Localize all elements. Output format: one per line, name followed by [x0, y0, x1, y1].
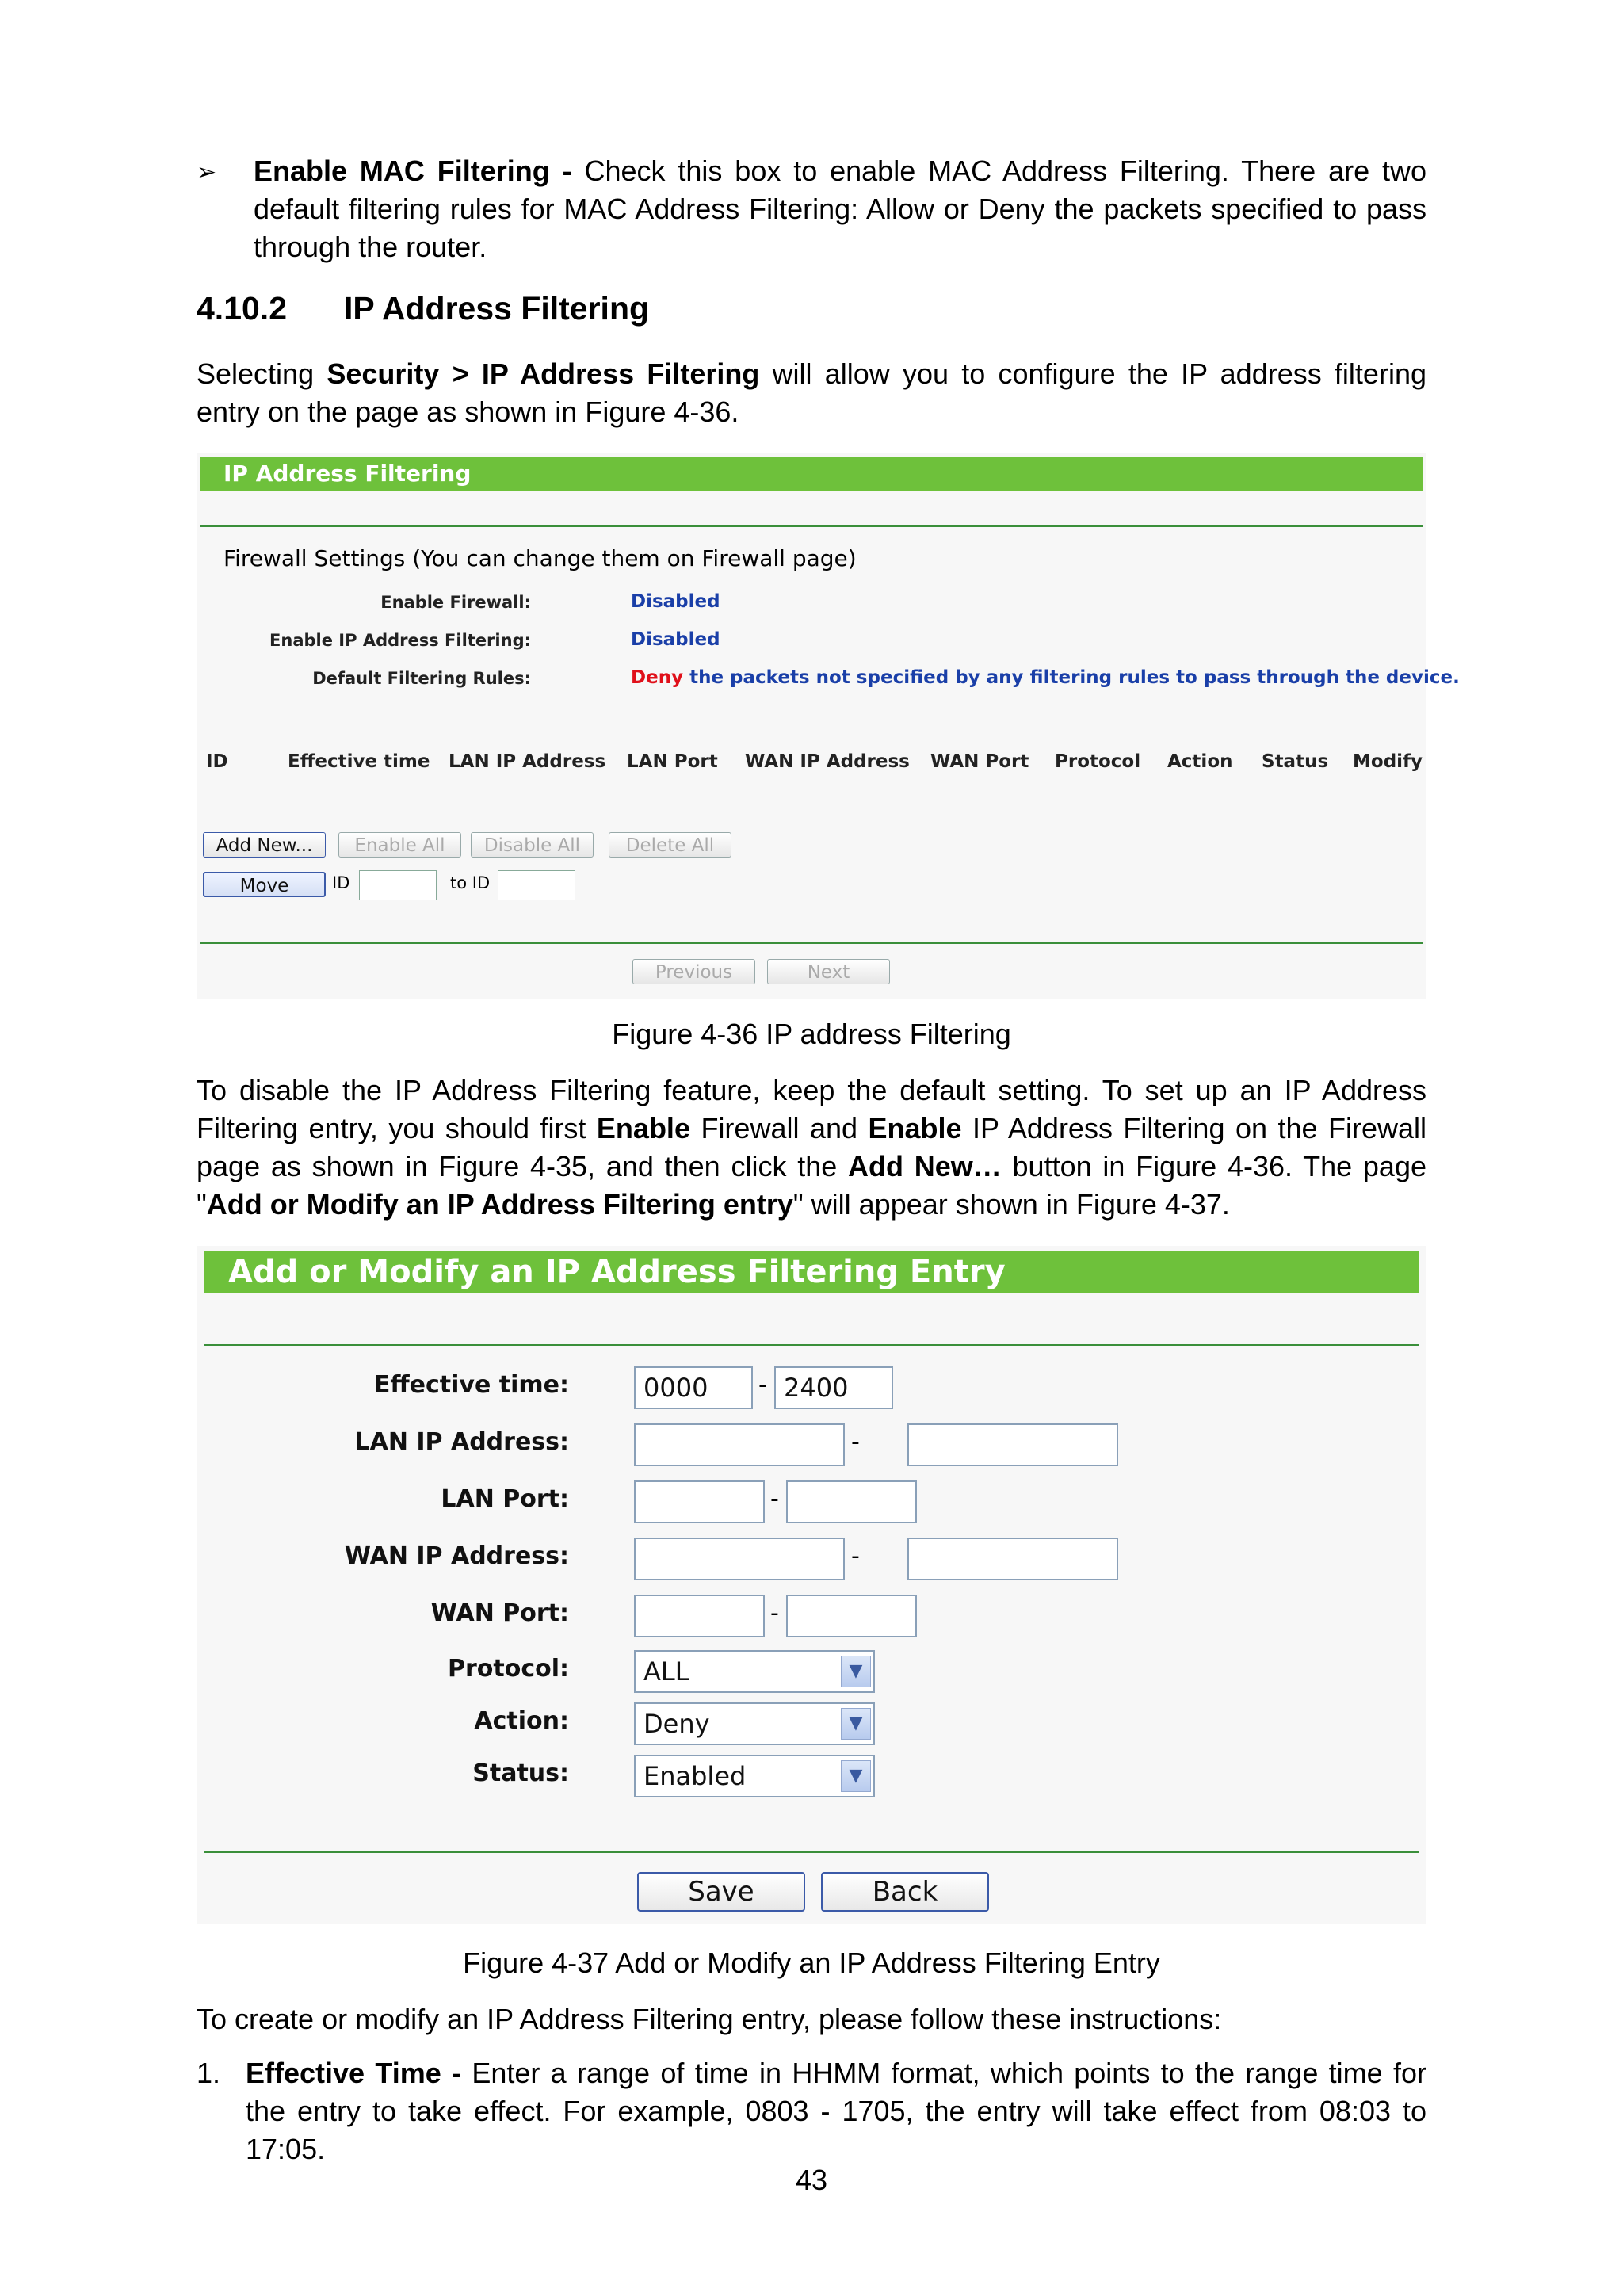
save-button[interactable]: Save: [637, 1872, 805, 1912]
lan-port-start-input[interactable]: [634, 1480, 765, 1523]
next-button[interactable]: Next: [767, 959, 890, 984]
figure-4-36-caption: Figure 4-36 IP address Filtering: [612, 1018, 1011, 1050]
status-select[interactable]: [634, 1755, 875, 1797]
bullet-arrow-icon: ➢: [197, 159, 217, 185]
enable-firewall-label: Enable Firewall:: [380, 593, 531, 612]
action-label: Action:: [474, 1707, 569, 1735]
fig2-divider-top: [204, 1344, 1419, 1346]
default-rules-text: the packets not specified by any filtering rules to pass through the device.: [683, 667, 1460, 688]
wan-port-start-input[interactable]: [634, 1595, 765, 1637]
col-lan-ip-address: LAN IP Address: [449, 751, 606, 772]
fig2-title-bar: Add or Modify an IP Address Filtering Entry: [204, 1251, 1419, 1293]
enable-all-button[interactable]: Enable All: [338, 832, 461, 858]
para3-text-d: IP Address Filtering on the Firewall page as shown in Figure 4-35, and then click the: [197, 1112, 1427, 1182]
chevron-down-icon[interactable]: ▼: [841, 1760, 871, 1792]
protocol-label: Protocol:: [447, 1655, 569, 1683]
wan-ip-start-input[interactable]: [634, 1538, 845, 1580]
protocol-select[interactable]: [634, 1650, 875, 1693]
para3-text-e: button in Figure 4-36. The page ": [197, 1150, 1426, 1221]
instructions-intro: To create or modify an IP Address Filtering entry, please follow these instructions:: [197, 2003, 1222, 2035]
move-button[interactable]: Move: [203, 872, 326, 897]
protocol-selected-value: ALL: [643, 1656, 689, 1687]
section-heading: [197, 290, 649, 327]
col-action: Action: [1167, 751, 1233, 772]
enable-ip-filtering-label: Enable IP Address Filtering:: [269, 631, 531, 650]
col-status: Status: [1262, 751, 1329, 772]
move-to-id-input[interactable]: [498, 870, 575, 900]
default-filtering-rules-label: Default Filtering Rules:: [312, 669, 531, 688]
add-new-button[interactable]: Add New...: [203, 832, 326, 858]
enable-ip-filtering-value: Disabled: [631, 629, 720, 650]
effective-time-end-input[interactable]: 2400: [774, 1366, 893, 1409]
firewall-settings-heading: Firewall Settings (You can change them on Firewall page): [223, 545, 857, 571]
col-wan-ip-address: WAN IP Address: [745, 751, 910, 772]
delete-all-button[interactable]: Delete All: [609, 832, 731, 858]
lan-ip-end-input[interactable]: [907, 1423, 1118, 1466]
section-title: IP Address Filtering: [344, 290, 650, 327]
para3-enable-1: Enable: [596, 1112, 690, 1144]
section-number: 4.10.2: [197, 290, 287, 327]
fig1-divider-bottom: [200, 942, 1423, 944]
fig1-title-bar: IP Address Filtering: [200, 457, 1423, 491]
deny-keyword: Deny: [631, 667, 684, 688]
chevron-down-icon[interactable]: ▼: [841, 1656, 871, 1687]
para3-text-a: To disable the IP Address Filtering feature, keep the default setting. To set up an IP Address Filtering entry, you should first: [197, 1074, 1426, 1144]
move-from-id-input[interactable]: [359, 870, 437, 900]
col-id: ID: [206, 751, 228, 772]
fig1-divider-top: [200, 525, 1423, 527]
back-button[interactable]: Back: [821, 1872, 989, 1912]
previous-button[interactable]: Previous: [632, 959, 755, 984]
col-protocol: Protocol: [1055, 751, 1141, 772]
wan-port-end-input[interactable]: [786, 1595, 917, 1637]
intro-text-a: Selecting: [197, 357, 327, 390]
move-id-label: ID: [332, 873, 350, 892]
mac-filtering-paragraph: [254, 152, 1426, 266]
intro-paragraph: [197, 355, 1426, 431]
figure-add-modify-entry: [197, 1246, 1426, 1924]
wan-port-dash: -: [770, 1599, 779, 1627]
figure-4-37-caption: Figure 4-37 Add or Modify an IP Address Filtering Entry: [463, 1946, 1160, 1979]
effective-time-term: Effective Time -: [246, 2057, 462, 2089]
para3-text-f: " will appear shown in Figure 4-37.: [792, 1188, 1230, 1221]
para3-page-name: Add or Modify an IP Address Filtering entry: [206, 1188, 793, 1221]
effective-time-start-input[interactable]: 0000: [634, 1366, 753, 1409]
col-modify: Modify: [1353, 751, 1423, 772]
action-select[interactable]: [634, 1702, 875, 1745]
disable-all-button[interactable]: Disable All: [471, 832, 594, 858]
wan-port-label: WAN Port:: [430, 1599, 569, 1627]
enable-firewall-value: Disabled: [631, 591, 720, 612]
lan-ip-address-label: LAN IP Address:: [354, 1428, 569, 1456]
default-filtering-rules-value: [631, 667, 1460, 688]
status-selected-value: Enabled: [643, 1761, 747, 1791]
wan-ip-dash: -: [851, 1542, 860, 1570]
intro-text-c: will allow you to configure the IP address filtering entry on the page as shown in Figure 4-36.: [197, 357, 1426, 428]
para3-add-new: Add New…: [848, 1150, 1002, 1182]
lan-ip-dash: -: [851, 1428, 860, 1456]
action-selected-value: Deny: [643, 1709, 710, 1739]
lan-ip-start-input[interactable]: [634, 1423, 845, 1466]
col-wan-port: WAN Port: [930, 751, 1029, 772]
effective-time-text: Enter a range of time in HHMM format, which points to the range time for the entry to take effect. For example, 0803 - 1705, the entry will take effect from 08:03 to 17:05.: [246, 2057, 1426, 2165]
wan-ip-end-input[interactable]: [907, 1538, 1118, 1580]
col-effective-time: Effective time: [288, 751, 430, 772]
list-number-1: 1.: [197, 2057, 221, 2089]
page-number: 43: [795, 2164, 828, 2196]
fig2-divider-bottom: [204, 1851, 1419, 1853]
disable-instructions-paragraph: [197, 1072, 1426, 1224]
wan-ip-address-label: WAN IP Address:: [344, 1542, 569, 1570]
chevron-down-icon[interactable]: ▼: [841, 1708, 871, 1740]
para3-text-c: Firewall and: [689, 1112, 869, 1144]
lan-port-dash: -: [770, 1485, 779, 1513]
figure-ip-address-filtering: [197, 453, 1460, 999]
intro-menu-path: Security > IP Address Filtering: [327, 357, 760, 390]
effective-time-list-item: [246, 2054, 1426, 2168]
lan-port-label: LAN Port:: [441, 1485, 569, 1513]
para3-enable-2: Enable: [868, 1112, 962, 1144]
effective-time-label: Effective time:: [373, 1371, 569, 1399]
time-dash: -: [758, 1371, 767, 1399]
status-label: Status:: [472, 1759, 569, 1787]
col-lan-port: LAN Port: [627, 751, 718, 772]
mac-filtering-text: Check this box to enable MAC Address Filtering. There are two default filtering rules for MAC Address Filtering: Allow or Deny the packets specified to pass through the router.: [254, 155, 1426, 263]
mac-filtering-term: Enable MAC Filtering -: [254, 155, 572, 187]
move-to-id-label: to ID: [450, 873, 491, 892]
lan-port-end-input[interactable]: [786, 1480, 917, 1523]
